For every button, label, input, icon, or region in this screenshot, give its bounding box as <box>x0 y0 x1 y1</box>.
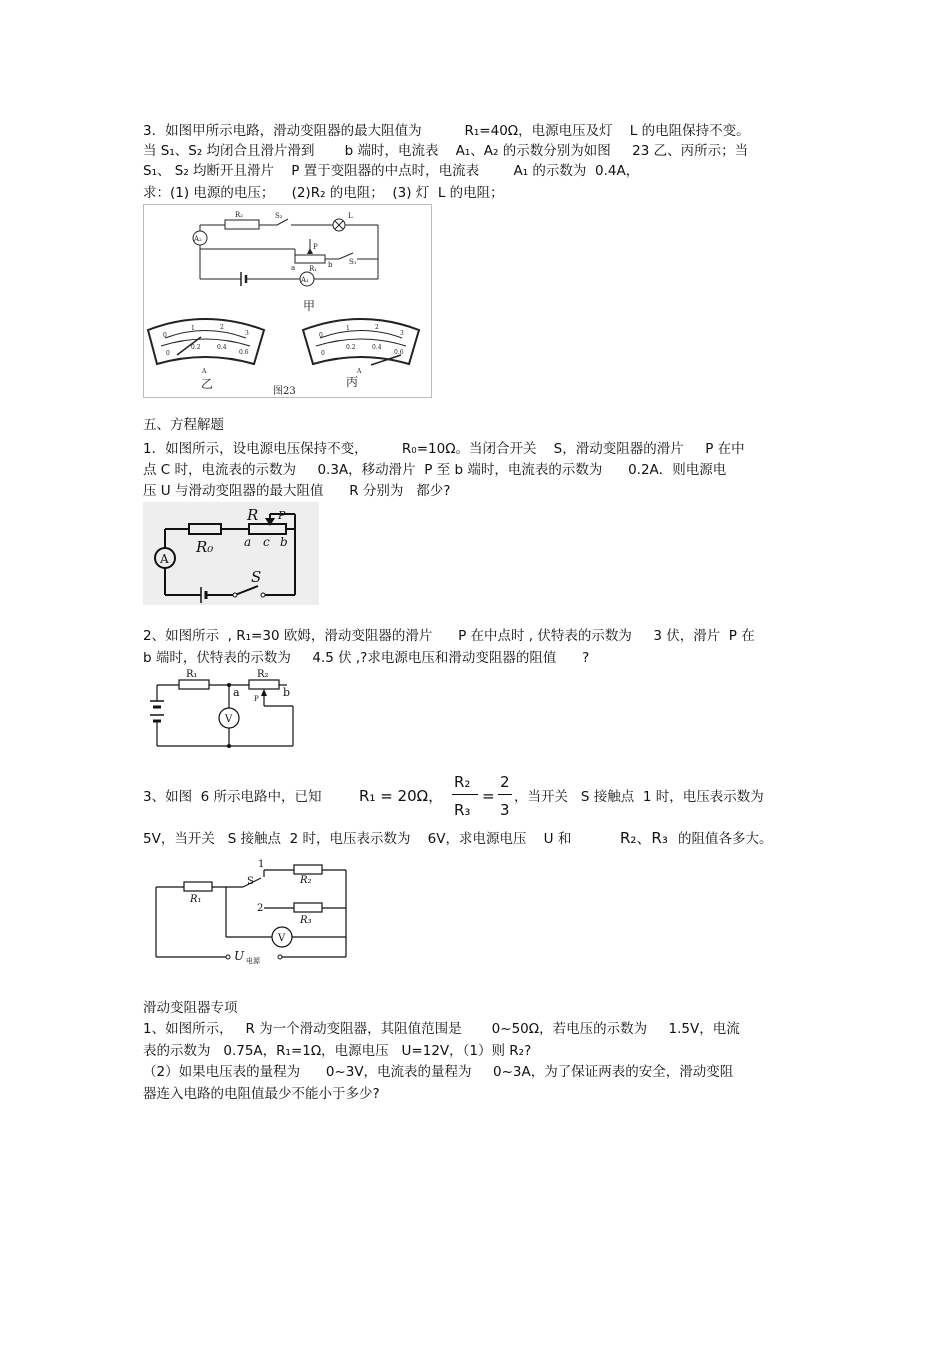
label-p: P <box>313 243 318 251</box>
formula-r2-r3: R₂、R₃ <box>620 829 668 847</box>
label-jia: 甲 <box>303 299 316 313</box>
fraction-bar-2 <box>498 794 512 795</box>
s5-p1-line-1: 1．如图所示，设电源电压保持不变， R₀=10Ω。当闭合开关 S，滑动变阻器的滑片 P 在中 <box>143 441 745 457</box>
svg-text:0.2: 0.2 <box>346 344 356 351</box>
q3-line-2: 当 S₁、S₂ 均闭合且滑片滑到 b 端时，电流表 A₁、A₂ 的示数分别为如图 23 乙、丙所示；当 <box>143 143 749 159</box>
s5-p3-end: 的阻值各多大。 <box>678 831 773 847</box>
resistor-r1 <box>179 680 209 689</box>
formula-num-2: 2 <box>500 773 510 791</box>
label-r2: R₂ <box>300 875 312 886</box>
label-contact-1: 1 <box>258 859 265 870</box>
figure-1-background <box>143 502 319 605</box>
label-l: L <box>348 212 353 220</box>
label-r1: R₁ <box>186 669 198 680</box>
label-b: b <box>280 535 288 549</box>
q3-line-4: 求：(1) 电源的电压； (2)R₂ 的电阻； (3) 灯 L 的电阻； <box>143 185 504 201</box>
label-a: a <box>244 535 252 549</box>
label-p: P <box>278 509 286 522</box>
label-contact-2: 2 <box>257 903 264 914</box>
s5-p1-line-3: 压 U 与滑动变阻器的最大阻值 R 分别为 都少? <box>143 483 451 499</box>
label-a2: A₂ <box>194 235 202 243</box>
svg-text:0.6: 0.6 <box>239 349 249 356</box>
label-s: S <box>247 876 254 887</box>
label-r1: R₁ <box>309 265 318 273</box>
svg-text:3: 3 <box>245 330 249 337</box>
svg-text:2: 2 <box>220 324 224 331</box>
s5-p3-start: 3、如图 6 所示电路中，已知 <box>143 789 322 805</box>
circuit-figure-6 <box>150 857 352 967</box>
s5-p1-line-2: 点 C 时，电流表的示数为 0.3A，移动滑片 P 至 b 端时，电流表的示数为 0.2A．则电源电 <box>143 462 727 478</box>
label-s2: S₂ <box>275 212 283 220</box>
q3-line-1: 3．如图甲所示电路，滑动变阻器的最大阻值为 R₁=40Ω，电源电压及灯 L 的电阻保持不变。 <box>143 123 750 139</box>
figure-23 <box>143 204 432 398</box>
fraction-bar-1 <box>452 794 478 795</box>
label-u-subscript: 电源 <box>246 957 260 965</box>
s6-line-1: 1、如图所示， R 为一个滑动变阻器，其阻值范围是 0~50Ω，若电压的示数为 1.5V，电流 <box>143 1021 740 1037</box>
label-p: P <box>254 695 259 703</box>
label-r0: R₀ <box>196 538 214 556</box>
resistor-r3 <box>294 903 322 912</box>
label-bing: 丙 <box>346 375 359 389</box>
formula-r3: R₃ <box>454 801 471 819</box>
formula-r2: R₂ <box>454 773 471 791</box>
svg-text:0.6: 0.6 <box>394 349 404 356</box>
s5-p3-cont: ，当开关 S 接触点 1 时，电压表示数为 <box>514 789 764 805</box>
figure-23-border <box>144 205 432 398</box>
label-u: U <box>234 949 245 963</box>
s6-line-2: 表的示数为 0.75A，R₁=1Ω，电源电压 U=12V，（1）则 R₂? <box>143 1043 532 1059</box>
resistor-r2 <box>294 865 322 874</box>
s6-line-3: （2）如果电压表的量程为 0~3V，电流表的量程为 0~3A，为了保证两表的安全，滑动变阻 <box>143 1064 734 1080</box>
label-yi: 乙 <box>201 377 214 391</box>
label-a1: A₁ <box>301 276 309 284</box>
svg-text:0: 0 <box>166 350 170 357</box>
svg-text:0.4: 0.4 <box>217 344 227 351</box>
svg-text:3: 3 <box>400 330 404 337</box>
label-r1: R₁ <box>190 894 202 905</box>
label-c: c <box>263 535 270 549</box>
section5-heading: 五、方程解题 <box>143 417 224 433</box>
s6-line-4: 器连入电路的电阻值最少不能小于多少? <box>143 1086 380 1102</box>
svg-text:0.2: 0.2 <box>191 344 201 351</box>
label-a: a <box>291 264 296 272</box>
label-r2: R₂ <box>257 669 269 680</box>
label-s1: S₁ <box>349 258 357 266</box>
label-v: V <box>225 714 233 725</box>
label-ammeter: A <box>160 552 169 566</box>
label-b: b <box>283 686 291 699</box>
resistor-r1 <box>184 882 212 891</box>
svg-text:0: 0 <box>321 350 325 357</box>
svg-text:1: 1 <box>191 325 195 332</box>
s5-p2-line-1: 2、如图所示 , R₁=30 欧姆，滑动变阻器的滑片 P 在中点时 , 伏特表的示数为 3 伏，滑片 P 在 <box>143 628 755 644</box>
formula-equals: = <box>482 787 495 805</box>
formula-den-3: 3 <box>500 801 510 819</box>
q3-line-3: S₁、 S₂ 均断开且滑片 P 置于变阻器的中点时，电流表 A₁ 的示数为 0.4A， <box>143 163 640 179</box>
label-r: R <box>247 506 259 524</box>
label-s: S <box>251 568 262 586</box>
label-r3: R₃ <box>300 915 312 926</box>
label-v: V <box>278 933 286 944</box>
circuit-figure-1 <box>143 502 319 605</box>
svg-text:1: 1 <box>346 325 350 332</box>
svg-text:2: 2 <box>375 324 379 331</box>
svg-text:A: A <box>202 368 207 375</box>
figure-caption: 图23 <box>273 386 296 397</box>
svg-text:0: 0 <box>163 332 167 339</box>
label-r2: R₂ <box>235 211 244 219</box>
rheostat-r2 <box>249 680 279 689</box>
svg-text:A: A <box>357 368 362 375</box>
s5-p2-line-2: b 端时，伏特表的示数为 4.5 伏 ,?求电源电压和滑动变阻器的阻值 ? <box>143 650 590 666</box>
label-a: a <box>233 686 240 699</box>
label-b: b <box>328 261 333 269</box>
s5-p3-line-2: 5V，当开关 S 接触点 2 时，电压表示数为 6V，求电源电压 U 和 <box>143 831 572 847</box>
svg-text:0.4: 0.4 <box>372 344 382 351</box>
section6-heading: 滑动变阻器专项 <box>143 1000 238 1016</box>
svg-text:0: 0 <box>319 332 323 339</box>
circuit-figure-2 <box>143 668 298 750</box>
formula-r1: R₁ = 20Ω， <box>359 787 444 805</box>
